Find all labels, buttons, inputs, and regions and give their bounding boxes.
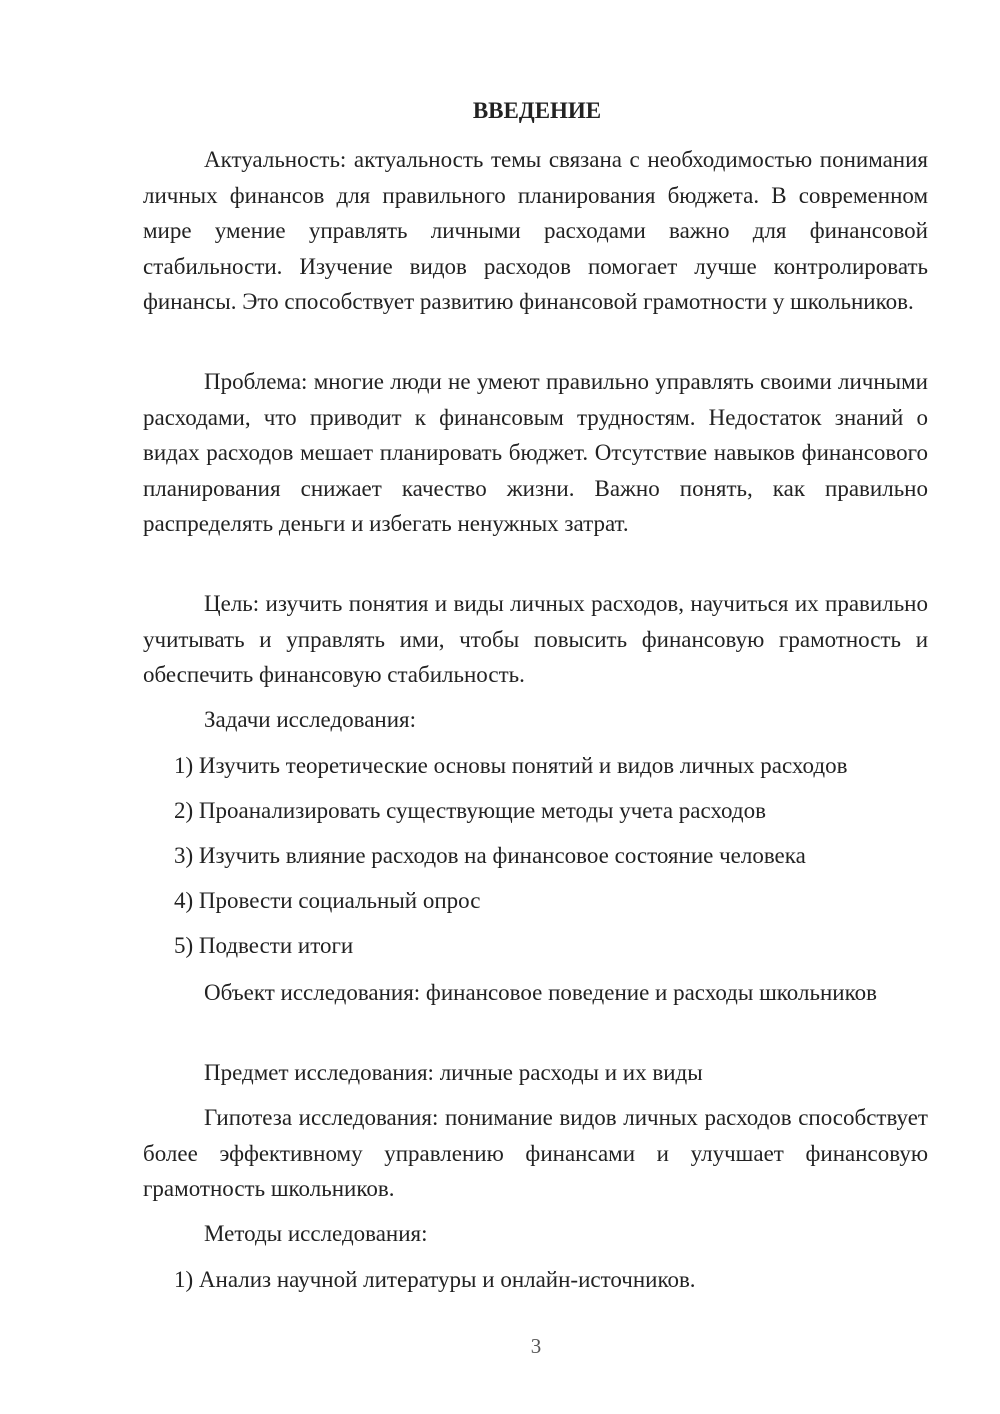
task-item: 2) Проанализировать существующие методы учета расходов bbox=[174, 798, 766, 823]
page-number: 3 bbox=[530, 1334, 542, 1358]
subject-paragraph: Предмет исследования: личные расходы и их виды bbox=[204, 1060, 703, 1085]
tasks-title: Задачи исследования: bbox=[204, 707, 417, 732]
hypothesis-paragraph: Гипотеза исследования: понимание видов личных расходов способствует более эффективному управлению финансами и улучшает финансовую грамотность школьников. bbox=[143, 1105, 928, 1201]
task-item: 5) Подвести итоги bbox=[174, 933, 354, 958]
task-item: 1) Изучить теоретические основы понятий и видов личных расходов bbox=[174, 753, 848, 778]
object-paragraph: Объект исследования: финансовое поведение и расходы школьников bbox=[204, 980, 877, 1005]
relevance-paragraph: Актуальность: актуальность темы связана с необходимостью понимания личных финансов для правильного планирования бюджета. В современном мире умение управлять личными расходами важно для финансовой стабильности. Изучение видов расходов помогает лучше контролировать финансы. Это способствует развитию финансовой грамотности у школьников. bbox=[143, 147, 928, 314]
task-item: 3) Изучить влияние расходов на финансовое состояние человека bbox=[174, 843, 806, 868]
goal-paragraph: Цель: изучить понятия и виды личных расходов, научиться их правильно учитывать и управлять ими, чтобы повысить финансовую грамотность и обеспечить финансовую стабильность. bbox=[143, 591, 928, 687]
section-heading: ВВЕДЕНИЕ bbox=[472, 98, 602, 123]
problem-paragraph: Проблема: многие люди не умеют правильно управлять своими личными расходами, что приводит к финансовым трудностям. Недостаток знаний о видах расходов мешает планировать бюджет. Отсутствие навыков финансового планирования снижает качество жизни. Важно понять, как правильно распределять деньги и избегать ненужных затрат. bbox=[143, 369, 928, 536]
task-item: 4) Провести социальный опрос bbox=[174, 888, 481, 913]
method-item: 1) Анализ научной литературы и онлайн-источников. bbox=[174, 1267, 696, 1292]
methods-title: Методы исследования: bbox=[204, 1221, 428, 1246]
